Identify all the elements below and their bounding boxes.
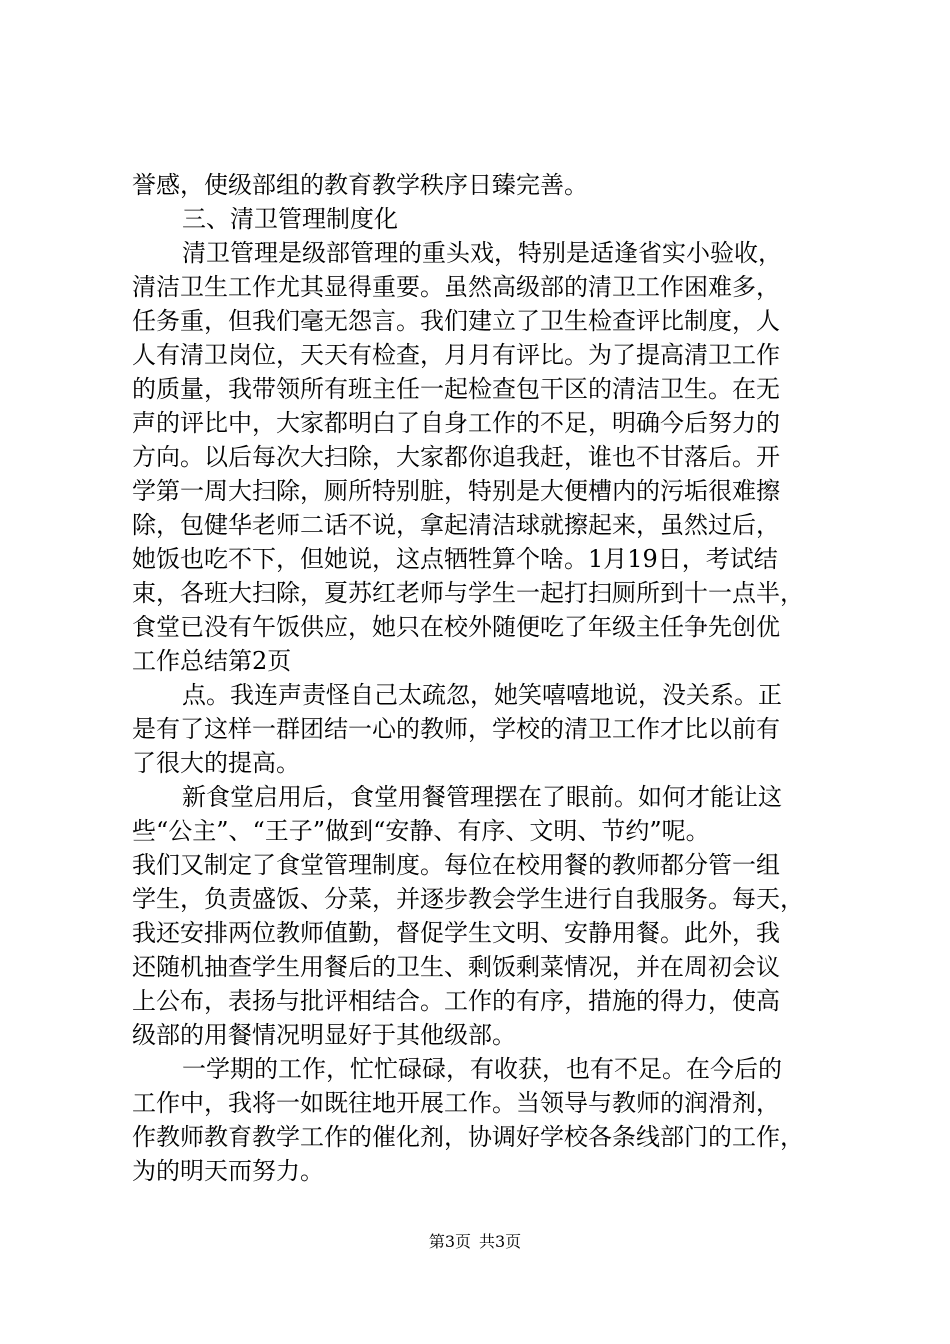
document-body bbox=[132, 168, 832, 1188]
text-line: 为的明天而努力。 bbox=[132, 1157, 324, 1185]
page-total: 共3页 bbox=[479, 1232, 522, 1251]
text-line: 学生，负责盛饭、分菜，并逐步教会学生进行自我服务。每天， bbox=[132, 885, 804, 913]
text-line: 还随机抽查学生用餐后的卫生、剩饭剩菜情况，并在周初会议 bbox=[132, 953, 780, 981]
page-footer bbox=[0, 1232, 950, 1252]
text-line: 点。我连声责怪自己太疏忽，她笑嘻嘻地说，没关系。正 bbox=[182, 681, 782, 709]
text-line: 是有了这样一群团结一心的教师，学校的清卫工作才比以前有 bbox=[132, 715, 780, 743]
text-line: 任务重，但我们毫无怨言。我们建立了卫生检查评比制度，人 bbox=[132, 307, 780, 335]
text-line: 我们又制定了食堂管理制度。每位在校用餐的教师都分管一组 bbox=[132, 851, 780, 879]
text-line: 声的评比中，大家都明白了自身工作的不足，明确今后努力的 bbox=[132, 409, 780, 437]
text-line: 上公布，表扬与批评相结合。工作的有序，措施的得力，使高 bbox=[132, 987, 780, 1015]
text-line: 清洁卫生工作尤其显得重要。虽然高级部的清卫工作困难多， bbox=[132, 273, 780, 301]
text-line: 除，包健华老师二话不说，拿起清洁球就擦起来，虽然过后， bbox=[132, 511, 780, 539]
text-line: 清卫管理是级部管理的重头戏，特别是适逢省实小验收， bbox=[182, 239, 782, 267]
text-line: 食堂已没有午饭供应，她只在校外随便吃了年级主任争先创优 bbox=[132, 613, 780, 641]
text-line: 些“公主”、“王子”做到“安静、有序、文明、节约”呢。 bbox=[132, 817, 710, 845]
text-line: 工作中，我将一如既往地开展工作。当领导与教师的润滑剂， bbox=[132, 1089, 780, 1117]
text-line: 我还安排两位教师值勤，督促学生文明、安静用餐。此外，我 bbox=[132, 919, 780, 947]
text-line: 作教师教育教学工作的催化剂，协调好学校各条线部门的工作， bbox=[132, 1123, 804, 1151]
text-line: 了很大的提高。 bbox=[132, 749, 300, 777]
text-line: 学第一周大扫除，厕所特别脏，特别是大便槽内的污垢很难擦 bbox=[132, 477, 780, 505]
text-line: 新食堂启用后，食堂用餐管理摆在了眼前。如何才能让这 bbox=[182, 783, 782, 811]
text-line: 方向。以后每次大扫除，大家都你追我赶，谁也不甘落后。开 bbox=[132, 443, 780, 471]
text-line: 的质量，我带领所有班主任一起检查包干区的清洁卫生。在无 bbox=[132, 375, 780, 403]
text-line: 工作总结第2页 bbox=[132, 647, 292, 675]
text-line: 束，各班大扫除，夏苏红老师与学生一起打扫厕所到十一点半， bbox=[132, 579, 804, 607]
text-line: 人有清卫岗位，天天有检查，月月有评比。为了提高清卫工作 bbox=[132, 341, 780, 369]
text-line: 一学期的工作，忙忙碌碌，有收获，也有不足。在今后的 bbox=[182, 1055, 782, 1083]
text-line: 三、清卫管理制度化 bbox=[182, 205, 398, 233]
text-line: 誉感，使级部组的教育教学秩序日臻完善。 bbox=[132, 171, 588, 199]
text-line: 她饭也吃不下，但她说，这点牺牲算个啥。1月19日，考试结 bbox=[132, 545, 778, 573]
text-line: 级部的用餐情况明显好于其他级部。 bbox=[132, 1021, 516, 1049]
page-number: 第3页 bbox=[428, 1232, 471, 1251]
